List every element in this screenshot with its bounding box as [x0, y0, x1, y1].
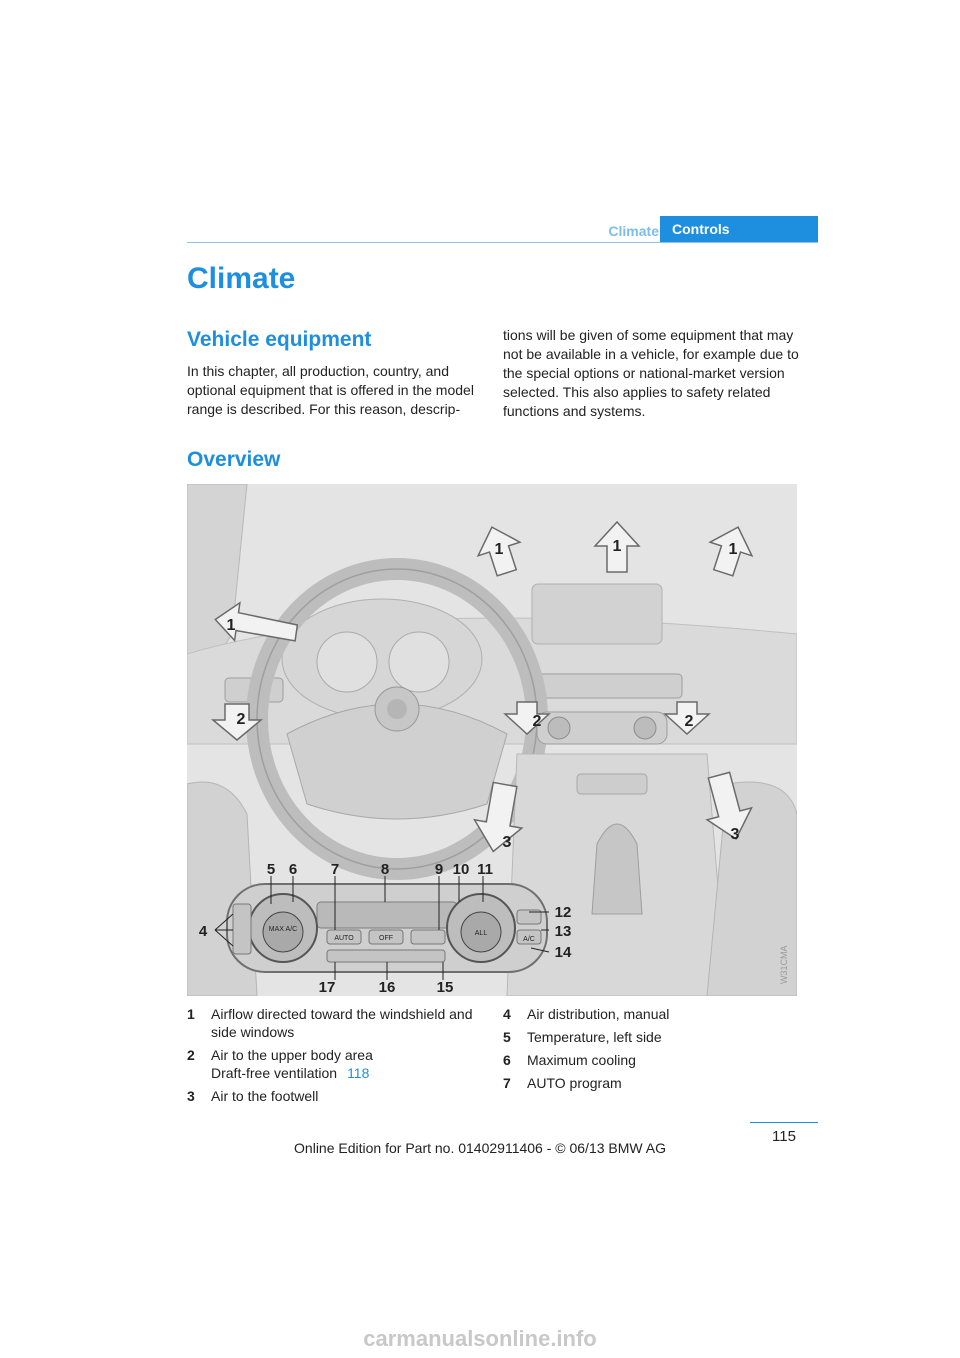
callout-12: 12	[554, 904, 572, 921]
button-off: OFF	[379, 935, 393, 942]
legend-text: Air to the upper body area	[211, 1047, 373, 1063]
page-number-rule	[750, 1122, 818, 1123]
arrow-label-1d: 1	[226, 617, 236, 634]
callout-9: 9	[434, 861, 444, 878]
legend-text: AUTO program	[527, 1075, 622, 1091]
callout-4: 4	[198, 923, 208, 940]
callout-11: 11	[477, 861, 493, 878]
callout-5: 5	[266, 861, 276, 878]
page-title: Climate	[187, 262, 296, 295]
arrow-label-2b: 2	[532, 713, 542, 730]
arrow-label-3b: 3	[730, 826, 740, 843]
button-max-ac: MAX A/C	[268, 926, 298, 933]
legend-item-5	[503, 1028, 803, 1046]
arrow-label-1b: 1	[612, 538, 622, 555]
callout-10: 10	[452, 861, 470, 878]
button-ac: A/C	[523, 936, 535, 943]
callout-7: 7	[330, 861, 340, 878]
header-chapter-tab: Controls	[660, 216, 818, 243]
header-section: Climate	[608, 223, 659, 239]
callout-17: 17	[318, 979, 336, 996]
legend-text-sub: Draft-free ventilation	[211, 1065, 338, 1081]
overview-heading: Overview	[187, 448, 281, 471]
legend-num: 7	[503, 1075, 511, 1091]
footer-edition: Online Edition for Part no. 01402911406 - © 06/13 BMW AG	[294, 1140, 666, 1156]
legend-item-4	[503, 1005, 803, 1023]
page-ref-link[interactable]: 118	[347, 1065, 370, 1081]
arrow-label-1c: 1	[728, 541, 738, 558]
vehicle-equipment-text-2: tions will be given of some equipment that may not be available in a vehicle, for example due to the special options or national-market version selected. This also applies to safety related functions and systems.	[503, 327, 799, 419]
legend-num: 5	[503, 1029, 511, 1045]
header-rule	[187, 242, 818, 243]
legend-text: Air to the footwell	[211, 1088, 319, 1104]
button-all: ALL	[474, 930, 488, 937]
legend-item-2	[187, 1046, 487, 1082]
callout-13: 13	[554, 923, 572, 940]
legend-text: Air distribution, manual	[527, 1006, 670, 1022]
callout-6: 6	[288, 861, 298, 878]
callout-8: 8	[380, 861, 390, 878]
arrow-label-2c: 2	[684, 713, 694, 730]
legend-item-6	[503, 1051, 803, 1069]
watermark: carmanualsonline.info	[363, 1326, 597, 1351]
arrow-label-2a: 2	[236, 711, 246, 728]
legend-text: Maximum cooling	[527, 1052, 636, 1068]
dashboard-svg	[187, 484, 797, 996]
legend-num: 4	[503, 1006, 511, 1022]
legend-num: 6	[503, 1052, 511, 1068]
callout-16: 16	[378, 979, 396, 996]
callout-15: 15	[436, 979, 454, 996]
legend-num: 2	[187, 1047, 195, 1063]
legend-item-3	[187, 1087, 487, 1105]
vehicle-equipment-col2	[503, 326, 803, 421]
legend-item-1	[187, 1005, 487, 1041]
callout-14: 14	[554, 944, 572, 961]
legend-num: 1	[187, 1006, 195, 1022]
arrow-label-1a: 1	[494, 541, 504, 558]
button-auto: AUTO	[334, 935, 354, 942]
legend-num: 3	[187, 1088, 195, 1104]
legend-text: Airflow directed toward the windshield and side windows	[211, 1006, 473, 1040]
legend-right	[503, 1005, 803, 1097]
legend-text: Temperature, left side	[527, 1029, 662, 1045]
vehicle-equipment-col1	[187, 362, 485, 419]
arrow-label-3a: 3	[502, 834, 512, 851]
dashboard-illustration	[187, 484, 797, 996]
vehicle-equipment-heading: Vehicle equipment	[187, 328, 372, 351]
legend-item-7	[503, 1074, 803, 1092]
legend-left	[187, 1005, 487, 1110]
page-number: 115	[772, 1128, 796, 1145]
figure-code: W31CMA	[779, 945, 789, 984]
vehicle-equipment-text-1: In this chapter, all production, country, and optional equipment that is offered in the model range is described. For this reason, descrip-	[187, 363, 474, 417]
